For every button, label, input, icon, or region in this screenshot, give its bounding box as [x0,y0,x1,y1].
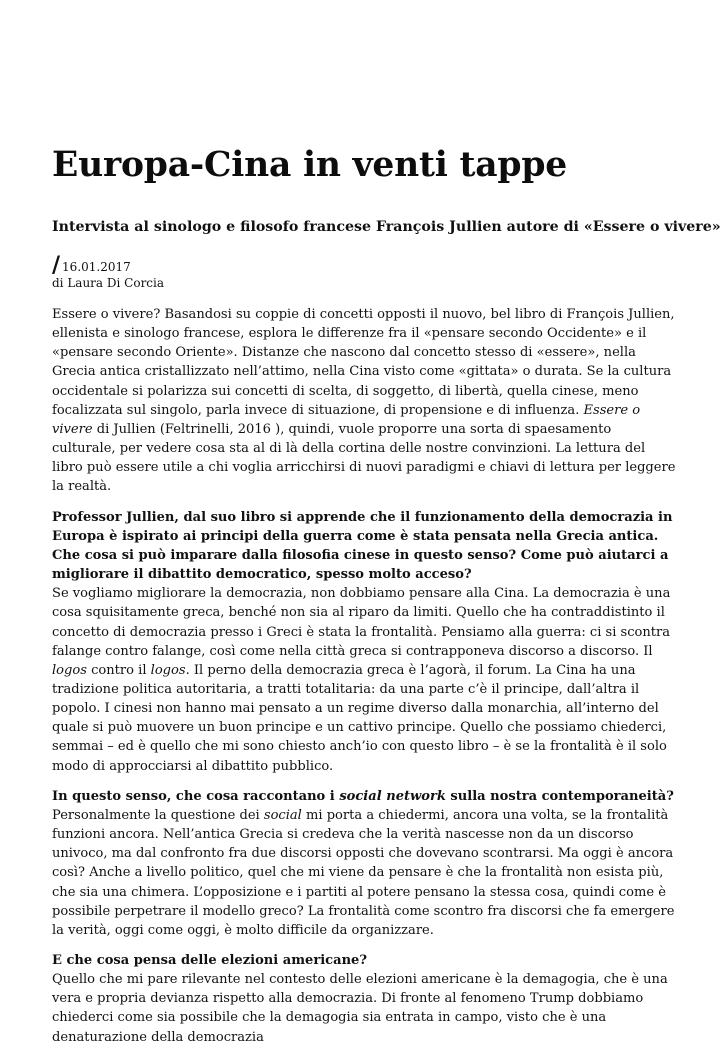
answer-2: Personalmente la questione dei social mi porta a chiedermi, ancora una volta, se la frontalità funzioni ancora. Nell’antica Grecia si credeva che la verità nascesse non da un discorso univoco, ma dal confronto fra due discorsi opposti che dovevano scontrarsi. Ma oggi è ancora così? Anche a livello politico, quel che mi viene da pensare è che la frontalità non esista più, che sia una chimera. L’opposizione e i partiti al potere pensano la stessa cosa, quindi come è possibile perpetrare il modello greco? La frontalità come scontro fra discorsi che fa emergere la verità, oggi come oggi, è molto difficile da organizzare. [52,807,675,938]
article-subtitle: Intervista al sinologo e filosofo francese François Jullien autore di «Essere o vivere» [52,219,721,235]
slash-mark: / [52,252,61,278]
book-title: Essere o vivere [52,402,641,437]
question-2: In questo senso, che cosa raccontano i social network sulla nostra contemporaneità? [52,788,674,804]
question-3: E che cosa pensa delle elezioni americane? [52,953,368,968]
article-meta [52,252,165,291]
article-title: Europa-Cina in venti tappe [52,145,567,185]
intro-paragraph: Essere o vivere? Basandosi su coppie di concetti opposti il nuovo, bel libro di François Jullien, ellenista e sinologo francese, esplora le differenze fra il «pensare secondo Occidente» e il «pensare secondo Oriente». Distanze che nascono dal concetto stesso di «essere», nella Grecia antica cristallizzato nell’attimo, nella Cina visto come «gittata» o durata. Se la cultura occidentale si polarizza sui concetti di scelta, di soggetto, di libertà, quella cinese, meno focalizzata sul singolo, parla invece di situazione, di propensione e di influenza. Essere o vivere di Jullien (Feltrinelli, 2016 ), quindi, vuole proporre una sorta di spaesamento culturale, per vedere cosa sta al di là della cortina delle nostre convinzioni. La lettura del libro può essere utile a chi voglia arricchirsi di nuovi paradigmi e chiavi di lettura per leggere la realtà. [52,307,676,495]
answer-3: Quello che mi pare rilevante nel contesto delle elezioni americane è la demagogia, che è una vera e propria devianza rispetto alla democrazia. Di fronte al fenomeno Trump dobbiamo chiederci come sia possibile che la demagogia sia entrata in campo, visto che è una denaturazione della democrazia [52,972,668,1045]
answer-1: Se vogliamo migliorare la democrazia, non dobbiamo pensare alla Cina. La democrazia è una cosa squisitamente greca, benché non sia al riparo da limiti. Quello che ha contraddistinto il concetto di democrazia presso i Greci è stata la frontalità. Pensiamo alla guerra: ci si scontra falange contro falange, così come nella città greca si contrapponeva discorso a discorso. Il logos contro il logos. Il perno della democrazia greca è l’agorà, il forum. La Cina ha una tradizione politica autoritaria, a tratti totalitaria: da una parte c’è il principe, dall’altra il popolo. I cinesi non hanno mai pensato a un regime diverso dalla monarchia, all’interno del quale si può muovere un buon principe e un cattivo principe. Quello che possiamo chiederci, semmai – ed è quello che mi sono chiesto anch’io con questo libro – è se la frontalità è il solo modo di approcciarsi al dibattito pubblico. [52,586,671,774]
article-body [52,305,677,1058]
author-line: di Laura Di Corcia [52,276,165,290]
publication-date: 16.01.2017 [62,260,131,274]
question-1: Professor Jullien, dal suo libro si apprende che il funzionamento della democrazia in Europa è ispirato ai principi della guerra come è stata pensata nella Grecia antica. Che cosa si può imparare dalla filosofia cinese in questo senso? Come può aiutarci a migliorare il dibattito democratico, spesso molto acceso? [52,509,673,583]
